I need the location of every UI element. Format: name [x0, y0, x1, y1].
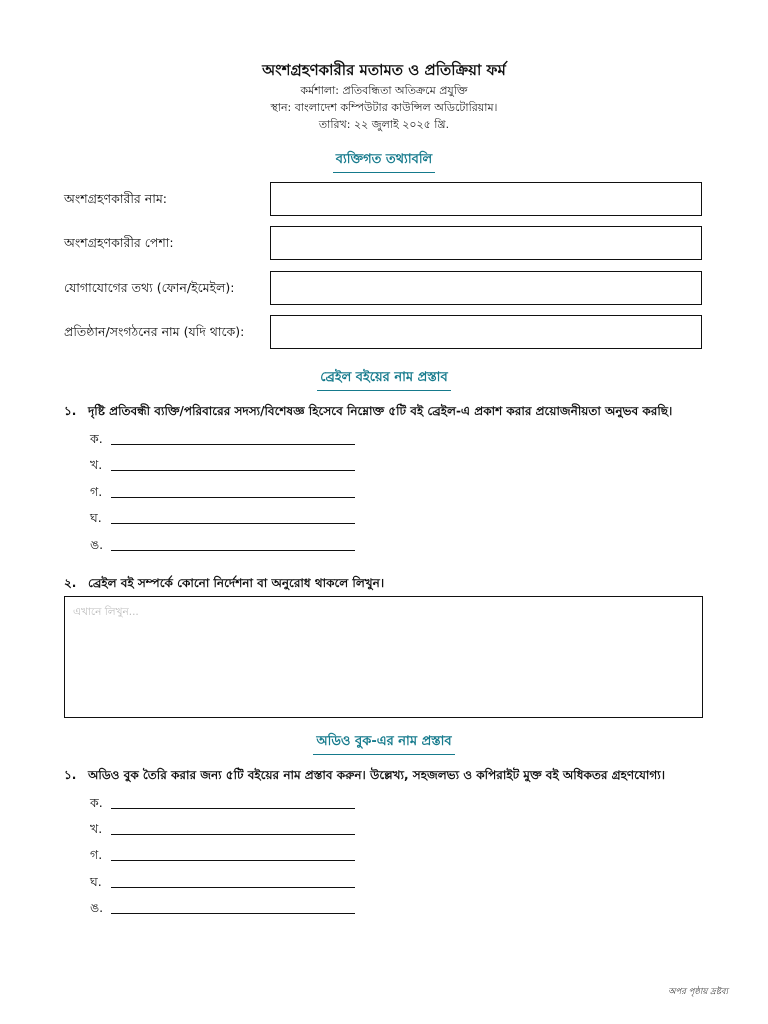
braille-question-1 [64, 403, 672, 423]
braille-item-ka[interactable] [90, 431, 110, 451]
audio-question-1 [64, 767, 665, 787]
audio-item-ka[interactable] [90, 795, 110, 815]
item-letter: খ. [90, 457, 103, 472]
section-heading-personal [0, 148, 768, 173]
item-letter: গ. [90, 847, 103, 862]
blank-line[interactable] [111, 470, 355, 471]
blank-line[interactable] [111, 913, 355, 914]
venue-line: স্থান: বাংলাদেশ কম্পিউটার কাউন্সিল অডিটোরিয়াম। [270, 101, 498, 114]
item-letter: ঙ. [90, 537, 104, 552]
audio-item-nga[interactable] [90, 900, 110, 920]
section-heading-braille-text: ব্রেইল বইয়ের নাম প্রস্তাব [317, 368, 450, 391]
organization-label: প্রতিষ্ঠান/সংগঠনের নাম (যদি থাকে): [64, 324, 245, 339]
braille-item-ga[interactable] [90, 484, 110, 504]
item-letter: ক. [90, 431, 103, 446]
textarea-placeholder: এখানে লিখুন... [73, 606, 139, 618]
workshop-line: কর্মশালা: প্রতিবন্ধিতা অতিক্রমে প্রযুক্তি [300, 84, 468, 97]
question-number: ১. [64, 404, 77, 418]
braille-item-gha[interactable] [90, 510, 110, 530]
item-letter: ঘ. [90, 510, 102, 525]
participant-profession-label: অংশগ্রহণকারীর পেশা: [64, 235, 174, 250]
form-title: অংশগ্রহণকারীর মতামত ও প্রতিক্রিয়া ফর্ম [262, 61, 506, 79]
question-number: ২. [64, 576, 77, 590]
audio-item-gha[interactable] [90, 874, 110, 894]
section-heading-personal-text: ব্যক্তিগত তথ্যাবলি [333, 150, 436, 173]
blank-line[interactable] [111, 887, 355, 888]
item-letter: ঘ. [90, 874, 102, 889]
question-text: দৃষ্টি প্রতিবন্ধী ব্যক্তি/পরিবারের সদস্য/বিশেষজ্ঞ হিসেবে নিম্নোক্ত ৫টি বই ব্রেইল-এ প্রকাশ করার প্রয়োজনীয়তা অনুভব করছি। [88, 404, 673, 418]
participant-name-field[interactable] [270, 182, 702, 216]
question-text: ব্রেইল বই সম্পর্কে কোনো নির্দেশনা বা অনুরোধ থাকলে লিখুন। [88, 576, 385, 590]
braille-request-textarea[interactable] [64, 596, 703, 718]
organization-field[interactable] [270, 315, 702, 349]
blank-line[interactable] [111, 497, 355, 498]
section-heading-braille [0, 366, 768, 391]
contact-info-label: যোগাযোগের তথ্য (ফোন/ইমেইল): [64, 280, 235, 295]
section-heading-audio [0, 730, 768, 755]
blank-line[interactable] [111, 860, 355, 861]
participant-profession-field[interactable] [270, 226, 702, 260]
braille-item-kha[interactable] [90, 457, 110, 477]
contact-info-field[interactable] [270, 271, 702, 305]
section-heading-audio-text: অডিও বুক-এর নাম প্রস্তাব [313, 732, 454, 755]
question-number: ১. [64, 768, 77, 782]
audio-item-kha[interactable] [90, 821, 110, 841]
braille-item-nga[interactable] [90, 537, 110, 557]
blank-line[interactable] [111, 808, 355, 809]
blank-line[interactable] [111, 834, 355, 835]
item-letter: ঙ. [90, 900, 104, 915]
participant-name-label: অংশগ্রহণকারীর নাম: [64, 191, 167, 206]
item-letter: খ. [90, 821, 103, 836]
audio-item-ga[interactable] [90, 847, 110, 867]
item-letter: ক. [90, 795, 103, 810]
date-line: তারিখ: ২২ জুলাই ২০২৫ খ্রি. [318, 118, 450, 131]
question-text: অডিও বুক তৈরি করার জন্য ৫টি বইয়ের নাম প্রস্তাব করুন। উল্লেখ্য, সহজলভ্য ও কপিরাইট মুক্ত বই অধিকতর গ্রহণযোগ্য। [88, 768, 666, 782]
continued-overleaf-note: অপর পৃষ্ঠায় দ্রষ্টব্য [668, 987, 728, 997]
blank-line[interactable] [111, 523, 355, 524]
blank-line[interactable] [111, 550, 355, 551]
blank-line[interactable] [111, 444, 355, 445]
item-letter: গ. [90, 484, 103, 499]
braille-question-2 [64, 575, 384, 595]
